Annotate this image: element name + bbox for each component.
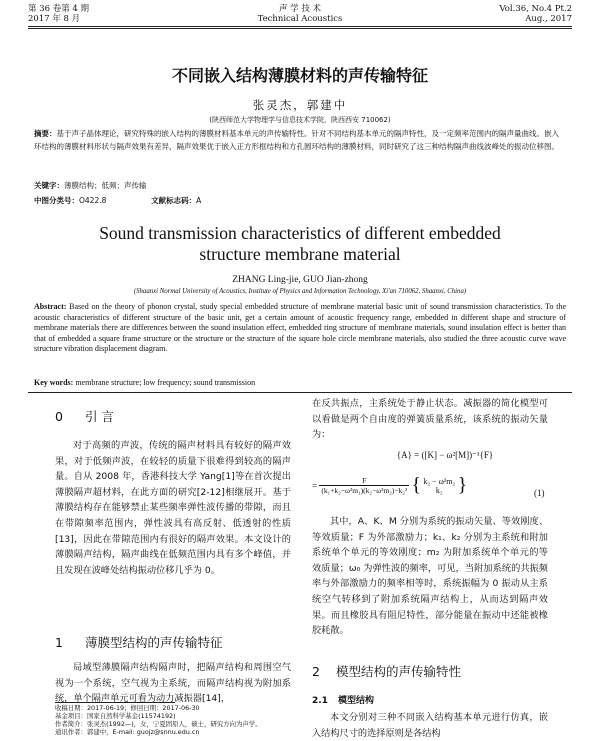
- equation-numerator: F: [319, 476, 409, 486]
- section-2-1-heading: [312, 693, 374, 706]
- authors-cn: 张灵杰，郭建中: [252, 98, 348, 112]
- right-paragraph-2: 其中，A、K、M 分别为系统的振动矢量、等效刚度、等效质量；F 为外部激励力；k₁、k₂ 分别为主系统和附加系统单个单元的等效刚度；m₂ 为附加系统单个单元的等效质量；ω₀ 为弹性波的频率，可见，当附加系统的共振频率与外部激励力的频率相等时，系统振幅为 0 振动从主系统空气转移到了附加系统隔声结构上，从而达到隔声效果。而且橡胶具有阻尼特性，部分能量在振动中还能被橡胶耗散。: [312, 516, 548, 637]
- journal-name-en: Technical Acoustics: [257, 14, 343, 24]
- abstract-cn-text: 基于声子晶体理论，研究特殊的嵌入结构的薄膜材料基本单元的声传输特性。针对不同结构基本单元的隔声特性，及一定频率范围内的隔声量曲线。嵌入环结构的薄膜材料形状与隔声效果有差异，隔声效果优于嵌入正方形框结构和方孔圆环结构的薄膜材料，同时研究了这三种结构隔声曲线波峰处的振动位移图。: [34, 129, 559, 151]
- doc-code-label: 文献标志码：: [151, 196, 197, 205]
- abstract-en-label: Abstract:: [34, 302, 67, 311]
- section-2-1-number: 2.1: [312, 696, 328, 706]
- paper-title-en-line2: structure membrane material: [199, 244, 401, 264]
- journal-name-cn: 声 学 技 术: [278, 4, 322, 14]
- footnote-fund: 基金项目：国家自然科学基金(11574192): [55, 712, 176, 720]
- authors-en: ZHANG Ling-jie, GUO Jian-zhong: [232, 275, 368, 285]
- equation-denominator: (k₁+k₂−ω²m₁)(k₂−ω²m₂)−k₂²: [321, 486, 408, 495]
- equation-vector-top: k₂ − ω²m₂: [423, 476, 456, 486]
- section-2-number: 2: [312, 664, 320, 679]
- classification-value: O422.8: [79, 196, 107, 205]
- equation-fraction: [319, 476, 409, 495]
- abstract-en-text: Based on the theory of phonon crystal, study special embedded structure of membrane material basic unit of sound transmission characteristics. To the acoustic characteristics of different structure of the basic unit, get a certain amount of acoustic frequency range, embedded in different shape and structure of membrane materials there are differences between the sound insulation effect, embedded ring structure of membrane materials, sound insulation effect is better than that of embedded a square frame structure or the structure or the structure of the square hole circle membrane materials, also studied the three acoustic curve wave structure vibration displacement diagram.: [34, 302, 567, 354]
- journal-volume-en: Vol.36, No.4 Pt.2: [499, 4, 572, 14]
- equation-number: (1): [534, 488, 545, 498]
- paper-title-cn: 不同嵌入结构薄膜材料的声传输特征: [171, 66, 428, 85]
- header-rule-2: [28, 28, 572, 29]
- footnote-received: 收稿日期：2017-06-19；修回日期：2017-06-30: [55, 704, 200, 712]
- section-0-title: 引 言: [84, 409, 114, 424]
- section-2-heading: [312, 662, 461, 680]
- section-0-number: 0: [55, 409, 63, 424]
- footnote-rule: [55, 702, 175, 703]
- keywords-cn-text: 薄膜结构；低频；声传输: [64, 181, 147, 190]
- equation-expanded: = $\frac{F}{\text{(k₁+k₂−ω²m₁)(k₂−ω²m₂)−k₂²}}$ { k₂ − ω²m₂ k₂ }: [312, 474, 468, 496]
- keywords-en-label: Key words:: [34, 378, 74, 387]
- journal-date: 2017 年 8 月: [28, 14, 81, 24]
- classification-cn: [34, 195, 201, 208]
- section-1-number: 1: [55, 635, 63, 650]
- classification-label: 中图分类号：: [34, 196, 79, 205]
- section-1-title: 薄膜型结构的声传输特征: [84, 635, 223, 650]
- section-1-heading: [55, 633, 222, 651]
- section-0-heading: [55, 407, 114, 425]
- section-2-1-paragraph: 本文分别对三种不同嵌入结构基本单元进行仿真，嵌入结构尺寸的选择原则是各结构: [312, 712, 548, 739]
- abstract-rule: [28, 392, 572, 393]
- affiliation-en: (Shaanxi Normal University of Acoustics, Institute of Physics and Information Technology, Xi'an 710062, Shaanxi, China): [133, 288, 467, 295]
- paper-title-en-line1: Sound transmission characteristics of different embedded: [99, 223, 501, 243]
- footnote-contact: 通讯作者：郭建中，E-mail: guojz@snnu.edu.cn: [55, 728, 200, 736]
- header-rule: [28, 26, 572, 27]
- equation-vector: [423, 477, 455, 495]
- section-2-1-title: 模型结构: [337, 696, 374, 706]
- intro-paragraph: 对于高频的声波，传统的隔声材料具有较好的隔声效果，对于低频声波，在较轻的质量下很难得到较高的隔声量。自从 2008 年，香港科技大学 Yang[1]等在首次提出薄膜隔声超材料，在此方面的研究[2-12]相继展开。基于薄膜结构存在能够禁止某些频率弹性波传播的带隙，而且在带隙频率范围内，弹性波具有高反射、低透射的性质[13]，因此在带隙范围内有很好的隔声效果。本文设计的薄膜隔声结构，隔声曲线在低频范围内具有多个峰值，并且发现在波峰处结构振动位移几乎为 0。: [55, 440, 291, 576]
- keywords-cn: [34, 180, 147, 193]
- abstract-cn-label: 摘要：: [34, 129, 57, 138]
- abstract-cn: [34, 128, 566, 153]
- keywords-en: [34, 378, 566, 389]
- footnote: [55, 704, 262, 736]
- journal-date-en: Aug., 2017: [525, 14, 572, 24]
- affiliation-cn: (陕西师范大学物理学与信息技术学院，陕西西安 710062): [209, 116, 391, 124]
- equation-vector-bottom: k₂: [435, 485, 443, 495]
- section-2-title: 模型结构的声传输特性: [335, 664, 461, 679]
- right-paragraph-1: 在反共振点，主系统处于静止状态。减振器的简化模型可以看做是两个自由度的弹簧质量系统，该系统的振动矢量为：: [312, 398, 548, 441]
- keywords-cn-label: 关键字：: [34, 181, 64, 190]
- abstract-en: [34, 302, 566, 355]
- doc-code-value: A: [196, 196, 202, 205]
- equation-main: {A} = ([K] − ω²[M])⁻¹{F}: [396, 450, 494, 460]
- section-1-paragraph: 局域型薄膜隔声结构隔声时，把隔声结构和周围空气视为一个系统，空气视为主系统，而隔声结构视为附加系统，单个隔声单元可看为动力减振器[14]，: [55, 662, 291, 705]
- journal-volume: 第 36 卷第 4 期: [28, 4, 90, 14]
- keywords-en-text: membrane structure; low frequency; sound transmission: [75, 378, 256, 387]
- footnote-author: 作者简介：张灵杰(1992—)，女，宁夏固原人，硕士，研究方向为声学。: [55, 720, 262, 728]
